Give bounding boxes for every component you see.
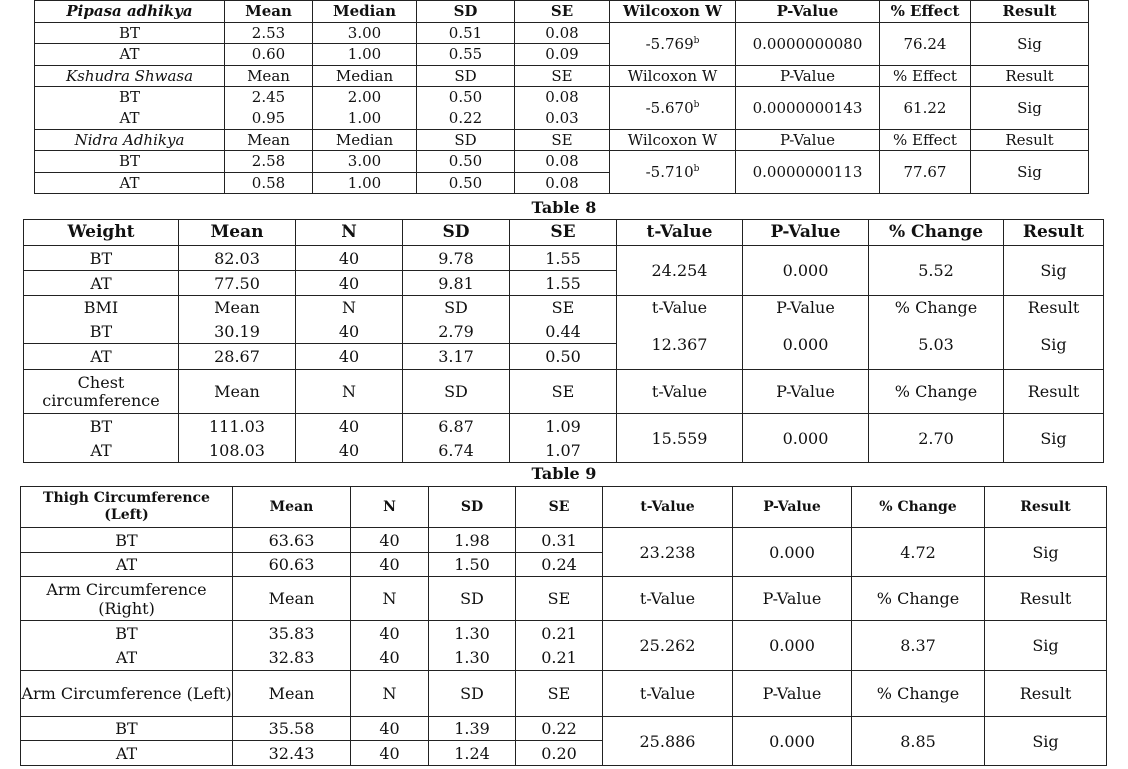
table-header-row	[24, 370, 1104, 414]
cell-n: 40	[351, 553, 429, 577]
col-header: t-Value	[603, 577, 733, 621]
row-label: AT	[35, 173, 225, 194]
cell-change: 5.52	[869, 246, 1004, 296]
table-header-row	[35, 1, 1089, 23]
cell-result: Sig	[1004, 246, 1104, 296]
col-header: Wilcoxon W	[610, 130, 736, 151]
col-header: t-Value	[617, 370, 743, 414]
col-header: SE	[510, 296, 617, 320]
cell-mean: 32.83	[233, 646, 351, 671]
cell-sd: 6.87	[403, 414, 510, 439]
cell-mean: 111.03	[179, 414, 296, 439]
cell-p-value: 0.000	[733, 528, 852, 577]
cell-n: 40	[296, 344, 403, 370]
col-header: Mean	[179, 296, 296, 320]
cell-sd: 1.39	[429, 717, 516, 741]
cell-n: 40	[351, 717, 429, 741]
cell-n: 40	[351, 646, 429, 671]
row-label: BT	[21, 621, 233, 646]
cell-se: 1.09	[510, 414, 617, 439]
cell-sd: 0.50	[417, 87, 515, 109]
col-header: SE	[515, 130, 610, 151]
cell-sd: 6.74	[403, 439, 510, 463]
cell-se: 0.22	[516, 717, 603, 741]
cell-mean: 0.60	[225, 44, 313, 66]
cell-p-value: 0.0000000113	[736, 151, 880, 194]
cell-se: 0.03	[515, 109, 610, 130]
table-7-wilcoxon	[34, 0, 1089, 194]
col-header: Mean	[225, 1, 313, 23]
cell-result: Sig	[1004, 320, 1104, 370]
cell-se: 0.08	[515, 173, 610, 194]
cell-se: 0.50	[510, 344, 617, 370]
cell-sd: 1.98	[429, 528, 516, 553]
table-header-row	[21, 671, 1107, 717]
cell-mean: 30.19	[179, 320, 296, 344]
group-name: Kshudra Shwasa	[35, 66, 225, 87]
cell-mean: 32.43	[233, 741, 351, 766]
col-header: SE	[516, 671, 603, 717]
cell-n: 40	[296, 414, 403, 439]
row-label: AT	[35, 44, 225, 66]
cell-effect: 76.24	[880, 23, 971, 66]
cell-median: 3.00	[313, 23, 417, 44]
group-name: Weight	[24, 220, 179, 246]
col-header: SD	[417, 66, 515, 87]
cell-p-value: 0.000	[733, 717, 852, 766]
cell-mean: 82.03	[179, 246, 296, 271]
cell-wilcoxon: -5.670$^b$	[610, 87, 736, 130]
col-header: Mean	[225, 130, 313, 151]
cell-t-value: 12.367	[617, 320, 743, 370]
col-header: % Effect	[880, 66, 971, 87]
col-header: P-Value	[736, 130, 880, 151]
cell-sd: 0.50	[417, 151, 515, 173]
cell-sd: 1.30	[429, 646, 516, 671]
table-row	[35, 23, 1089, 44]
cell-result: Sig	[985, 528, 1107, 577]
col-header: % Change	[869, 370, 1004, 414]
col-header: N	[351, 671, 429, 717]
col-header: P-Value	[733, 577, 852, 621]
row-label: BT	[24, 246, 179, 271]
col-header: Mean	[225, 66, 313, 87]
row-label: BT	[35, 87, 225, 109]
col-header: Result	[985, 671, 1107, 717]
cell-se: 0.24	[516, 553, 603, 577]
cell-effect: 61.22	[880, 87, 971, 130]
col-header: SE	[510, 370, 617, 414]
group-name: BMI	[24, 296, 179, 320]
cell-sd: 0.50	[417, 173, 515, 194]
col-header: Wilcoxon W	[610, 1, 736, 23]
col-header: Result	[971, 130, 1089, 151]
col-header: N	[296, 370, 403, 414]
col-header: Mean	[233, 487, 351, 528]
col-header: SD	[403, 370, 510, 414]
cell-p-value: 0.0000000080	[736, 23, 880, 66]
col-header: % Effect	[880, 130, 971, 151]
cell-n: 40	[296, 439, 403, 463]
cell-mean: 28.67	[179, 344, 296, 370]
cell-median: 3.00	[313, 151, 417, 173]
cell-mean: 0.58	[225, 173, 313, 194]
cell-mean: 108.03	[179, 439, 296, 463]
col-header: SD	[429, 487, 516, 528]
cell-mean: 35.83	[233, 621, 351, 646]
col-header: Result	[971, 66, 1089, 87]
cell-median: 1.00	[313, 109, 417, 130]
table-row	[24, 414, 1104, 439]
cell-t-value: 23.238	[603, 528, 733, 577]
cell-result: Sig	[971, 151, 1089, 194]
cell-mean: 0.95	[225, 109, 313, 130]
table-header-row	[21, 487, 1107, 528]
row-label: BT	[24, 320, 179, 344]
col-header: Mean	[233, 577, 351, 621]
col-header: P-Value	[733, 671, 852, 717]
cell-n: 40	[296, 320, 403, 344]
col-header: N	[296, 296, 403, 320]
group-name: Arm Circumference (Right)	[21, 577, 233, 621]
col-header: Mean	[179, 220, 296, 246]
cell-wilcoxon: -5.769$^b$	[610, 23, 736, 66]
col-header: % Change	[852, 671, 985, 717]
col-header: Median	[313, 66, 417, 87]
col-header: SD	[417, 130, 515, 151]
col-header: % Change	[852, 577, 985, 621]
cell-mean: 77.50	[179, 271, 296, 296]
row-label: AT	[21, 646, 233, 671]
cell-p-value: 0.000	[743, 246, 869, 296]
cell-change: 8.85	[852, 717, 985, 766]
col-header: P-Value	[736, 66, 880, 87]
cell-n: 40	[351, 741, 429, 766]
col-header: t-Value	[603, 671, 733, 717]
table-8	[23, 219, 1104, 463]
row-label: BT	[24, 414, 179, 439]
row-label: AT	[35, 109, 225, 130]
col-header: Median	[313, 1, 417, 23]
cell-sd: 1.30	[429, 621, 516, 646]
cell-sd: 2.79	[403, 320, 510, 344]
cell-result: Sig	[1004, 414, 1104, 463]
cell-result: Sig	[971, 87, 1089, 130]
table-row	[21, 528, 1107, 553]
cell-wilcoxon: -5.710$^b$	[610, 151, 736, 194]
cell-median: 1.00	[313, 173, 417, 194]
cell-se: 0.20	[516, 741, 603, 766]
table-header-row	[24, 220, 1104, 246]
row-label: BT	[21, 717, 233, 741]
col-header: Result	[985, 487, 1107, 528]
cell-sd: 9.78	[403, 246, 510, 271]
cell-t-value: 25.886	[603, 717, 733, 766]
col-header: SE	[510, 220, 617, 246]
col-header: t-Value	[617, 296, 743, 320]
cell-result: Sig	[971, 23, 1089, 66]
col-header: SE	[516, 487, 603, 528]
cell-mean: 35.58	[233, 717, 351, 741]
cell-mean: 2.58	[225, 151, 313, 173]
cell-mean: 2.45	[225, 87, 313, 109]
col-header: Result	[985, 577, 1107, 621]
cell-se: 1.55	[510, 271, 617, 296]
table-9	[20, 486, 1107, 766]
table-row	[24, 246, 1104, 271]
col-header: Result	[1004, 220, 1104, 246]
cell-se: 0.08	[515, 23, 610, 44]
col-header: SE	[515, 1, 610, 23]
row-label: AT	[24, 271, 179, 296]
col-header: SE	[516, 577, 603, 621]
cell-t-value: 15.559	[617, 414, 743, 463]
cell-se: 0.21	[516, 621, 603, 646]
cell-change: 5.03	[869, 320, 1004, 370]
col-header: Wilcoxon W	[610, 66, 736, 87]
table-row	[24, 320, 1104, 344]
cell-se: 0.08	[515, 151, 610, 173]
row-label: BT	[21, 528, 233, 553]
group-name: Nidra Adhikya	[35, 130, 225, 151]
cell-sd: 0.55	[417, 44, 515, 66]
cell-change: 2.70	[869, 414, 1004, 463]
col-header: SD	[429, 577, 516, 621]
table-header-row	[35, 66, 1089, 87]
cell-p-value: 0.000	[743, 320, 869, 370]
cell-p-value: 0.0000000143	[736, 87, 880, 130]
row-label: AT	[24, 439, 179, 463]
cell-se: 0.08	[515, 87, 610, 109]
cell-n: 40	[351, 621, 429, 646]
col-header: Result	[971, 1, 1089, 23]
cell-p-value: 0.000	[733, 621, 852, 671]
col-header: % Change	[852, 487, 985, 528]
cell-p-value: 0.000	[743, 414, 869, 463]
col-header: SD	[403, 296, 510, 320]
cell-change: 8.37	[852, 621, 985, 671]
cell-se: 1.07	[510, 439, 617, 463]
cell-mean: 2.53	[225, 23, 313, 44]
table-header-row	[35, 130, 1089, 151]
row-label: BT	[35, 151, 225, 173]
col-header: SD	[417, 1, 515, 23]
col-header: P-Value	[733, 487, 852, 528]
group-name: Chest circumference	[24, 370, 179, 414]
cell-n: 40	[296, 246, 403, 271]
cell-se: 0.21	[516, 646, 603, 671]
col-header: Median	[313, 130, 417, 151]
col-header: % Change	[869, 296, 1004, 320]
col-header: Mean	[233, 671, 351, 717]
cell-t-value: 25.262	[603, 621, 733, 671]
table-row	[35, 87, 1089, 109]
cell-sd: 0.22	[417, 109, 515, 130]
cell-result: Sig	[985, 621, 1107, 671]
table-8-caption: Table 8	[531, 198, 597, 217]
table-9-caption: Table 9	[531, 464, 597, 483]
cell-effect: 77.67	[880, 151, 971, 194]
table-header-row	[21, 577, 1107, 621]
cell-sd: 0.51	[417, 23, 515, 44]
cell-sd: 1.50	[429, 553, 516, 577]
col-header: t-Value	[617, 220, 743, 246]
table-row	[21, 621, 1107, 646]
row-label: AT	[24, 344, 179, 370]
col-header: t-Value	[603, 487, 733, 528]
cell-t-value: 24.254	[617, 246, 743, 296]
cell-se: 0.31	[516, 528, 603, 553]
cell-se: 0.44	[510, 320, 617, 344]
cell-mean: 63.63	[233, 528, 351, 553]
table-row	[21, 717, 1107, 741]
col-header: SD	[403, 220, 510, 246]
col-header: P-Value	[743, 296, 869, 320]
col-header: P-Value	[743, 220, 869, 246]
cell-sd: 9.81	[403, 271, 510, 296]
group-name: Thigh Circumference (Left)	[21, 487, 233, 528]
col-header: Result	[1004, 370, 1104, 414]
cell-n: 40	[351, 528, 429, 553]
row-label: AT	[21, 553, 233, 577]
cell-median: 2.00	[313, 87, 417, 109]
col-header: SD	[429, 671, 516, 717]
col-header: P-Value	[736, 1, 880, 23]
cell-median: 1.00	[313, 44, 417, 66]
col-header: N	[351, 577, 429, 621]
table-row	[35, 151, 1089, 173]
col-header: N	[351, 487, 429, 528]
cell-se: 1.55	[510, 246, 617, 271]
group-name: Arm Circumference (Left)	[21, 671, 233, 717]
row-label: BT	[35, 23, 225, 44]
col-header: N	[296, 220, 403, 246]
col-header: SE	[515, 66, 610, 87]
cell-result: Sig	[985, 717, 1107, 766]
col-header: Mean	[179, 370, 296, 414]
col-header: % Change	[869, 220, 1004, 246]
col-header: Result	[1004, 296, 1104, 320]
row-label: AT	[21, 741, 233, 766]
col-header: % Effect	[880, 1, 971, 23]
cell-sd: 3.17	[403, 344, 510, 370]
col-header: P-Value	[743, 370, 869, 414]
cell-mean: 60.63	[233, 553, 351, 577]
cell-se: 0.09	[515, 44, 610, 66]
cell-n: 40	[296, 271, 403, 296]
cell-change: 4.72	[852, 528, 985, 577]
group-name: Pipasa adhikya	[35, 1, 225, 23]
table-header-row	[24, 296, 1104, 320]
cell-sd: 1.24	[429, 741, 516, 766]
